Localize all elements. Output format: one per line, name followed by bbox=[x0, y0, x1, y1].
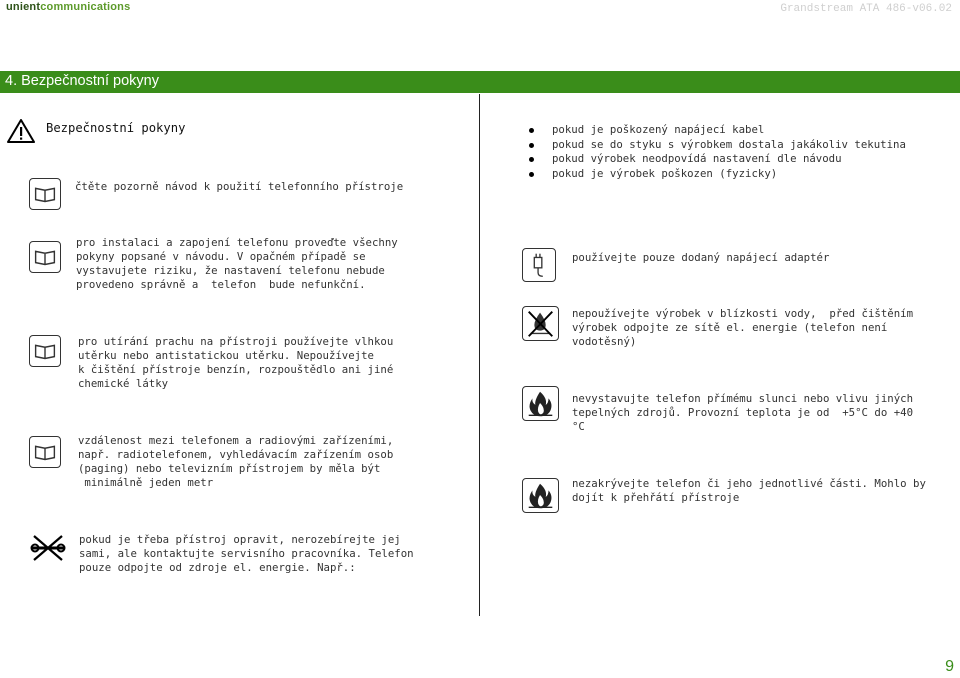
distance-instructions-text: vzdálenost mezi telefonem a radiovými zařízeními, např. radiotelefonem, vyhledávacím zařízením osob (paging) nebo televizním přístrojem by měla být minimálně jeden metr bbox=[78, 434, 394, 489]
install-instructions-text: pro instalaci a zapojení telefonu proveďte všechny pokyny popsané v návodu. V opačném případě se vystavujete riziku, že nastavení telefonu nebude provedeno správně a telefon bude nefunkční. bbox=[76, 236, 398, 291]
repair-instructions-text: pokud je třeba přístroj opravit, nerozebírejte jej sami, ale kontaktujte servisního pracovníka. Telefon pouze odpojte od zdroje el. energie. Např.: bbox=[79, 533, 414, 574]
safety-heading: Bezpečnostní pokyny bbox=[46, 121, 186, 135]
adapter-instructions-text: používejte pouze dodaný napájecí adaptér bbox=[572, 251, 830, 264]
list-item: pokud je výrobek poškozen (fyzicky) bbox=[527, 167, 906, 182]
brand-part1: unient bbox=[6, 1, 41, 13]
brand-part2: communications bbox=[40, 1, 131, 13]
list-item: pokud je poškozený napájecí kabel bbox=[527, 123, 906, 138]
section-title: 4. Bezpečnostní pokyny bbox=[5, 73, 159, 89]
open-book-icon bbox=[29, 436, 61, 468]
fire-icon bbox=[522, 478, 559, 513]
open-book-icon bbox=[29, 241, 61, 273]
no-water-icon bbox=[522, 306, 559, 341]
list-item: pokud se do styku s výrobkem dostala jakákoliv tekutina bbox=[527, 138, 906, 153]
cover-instructions-text: nezakrývejte telefon či jeho jednotlivé části. Mohlo by dojít k přehřátí přístroje bbox=[572, 477, 926, 504]
water-instructions-text: nepoužívejte výrobek v blízkosti vody, před čištěním výrobek odpojte ze sítě el. energie (telefon není vodotěsný) bbox=[572, 307, 914, 348]
heat-instructions-text: nevystavujte telefon přímému slunci nebo vlivu jiných tepelných zdrojů. Provozní teplota je od +5°C do +40 °C bbox=[572, 392, 914, 433]
fire-icon bbox=[522, 386, 559, 421]
page-number: 9 bbox=[945, 658, 954, 675]
cleaning-instructions-text: pro utírání prachu na přístroji používejte vlhkou utěrku nebo antistatickou utěrku. Nepoužívejte k čištění přístroje benzín, rozpouštědlo ani jiné chemické látky bbox=[78, 335, 394, 390]
section-title-bar bbox=[0, 71, 960, 93]
unplug-conditions-list bbox=[527, 123, 906, 181]
list-item: pokud výrobek neodpovídá nastavení dle návodu bbox=[527, 152, 906, 167]
column-divider bbox=[479, 94, 480, 616]
open-book-icon bbox=[29, 178, 61, 210]
power-plug-icon bbox=[522, 248, 556, 282]
open-book-icon bbox=[29, 335, 61, 367]
brand-logo bbox=[6, 1, 130, 13]
no-tools-icon bbox=[30, 533, 66, 563]
document-title: Grandstream ATA 486-v06.02 bbox=[780, 3, 952, 15]
warning-triangle-icon bbox=[6, 118, 36, 144]
read-manual-text: čtěte pozorně návod k použití telefonního přístroje bbox=[75, 180, 404, 193]
